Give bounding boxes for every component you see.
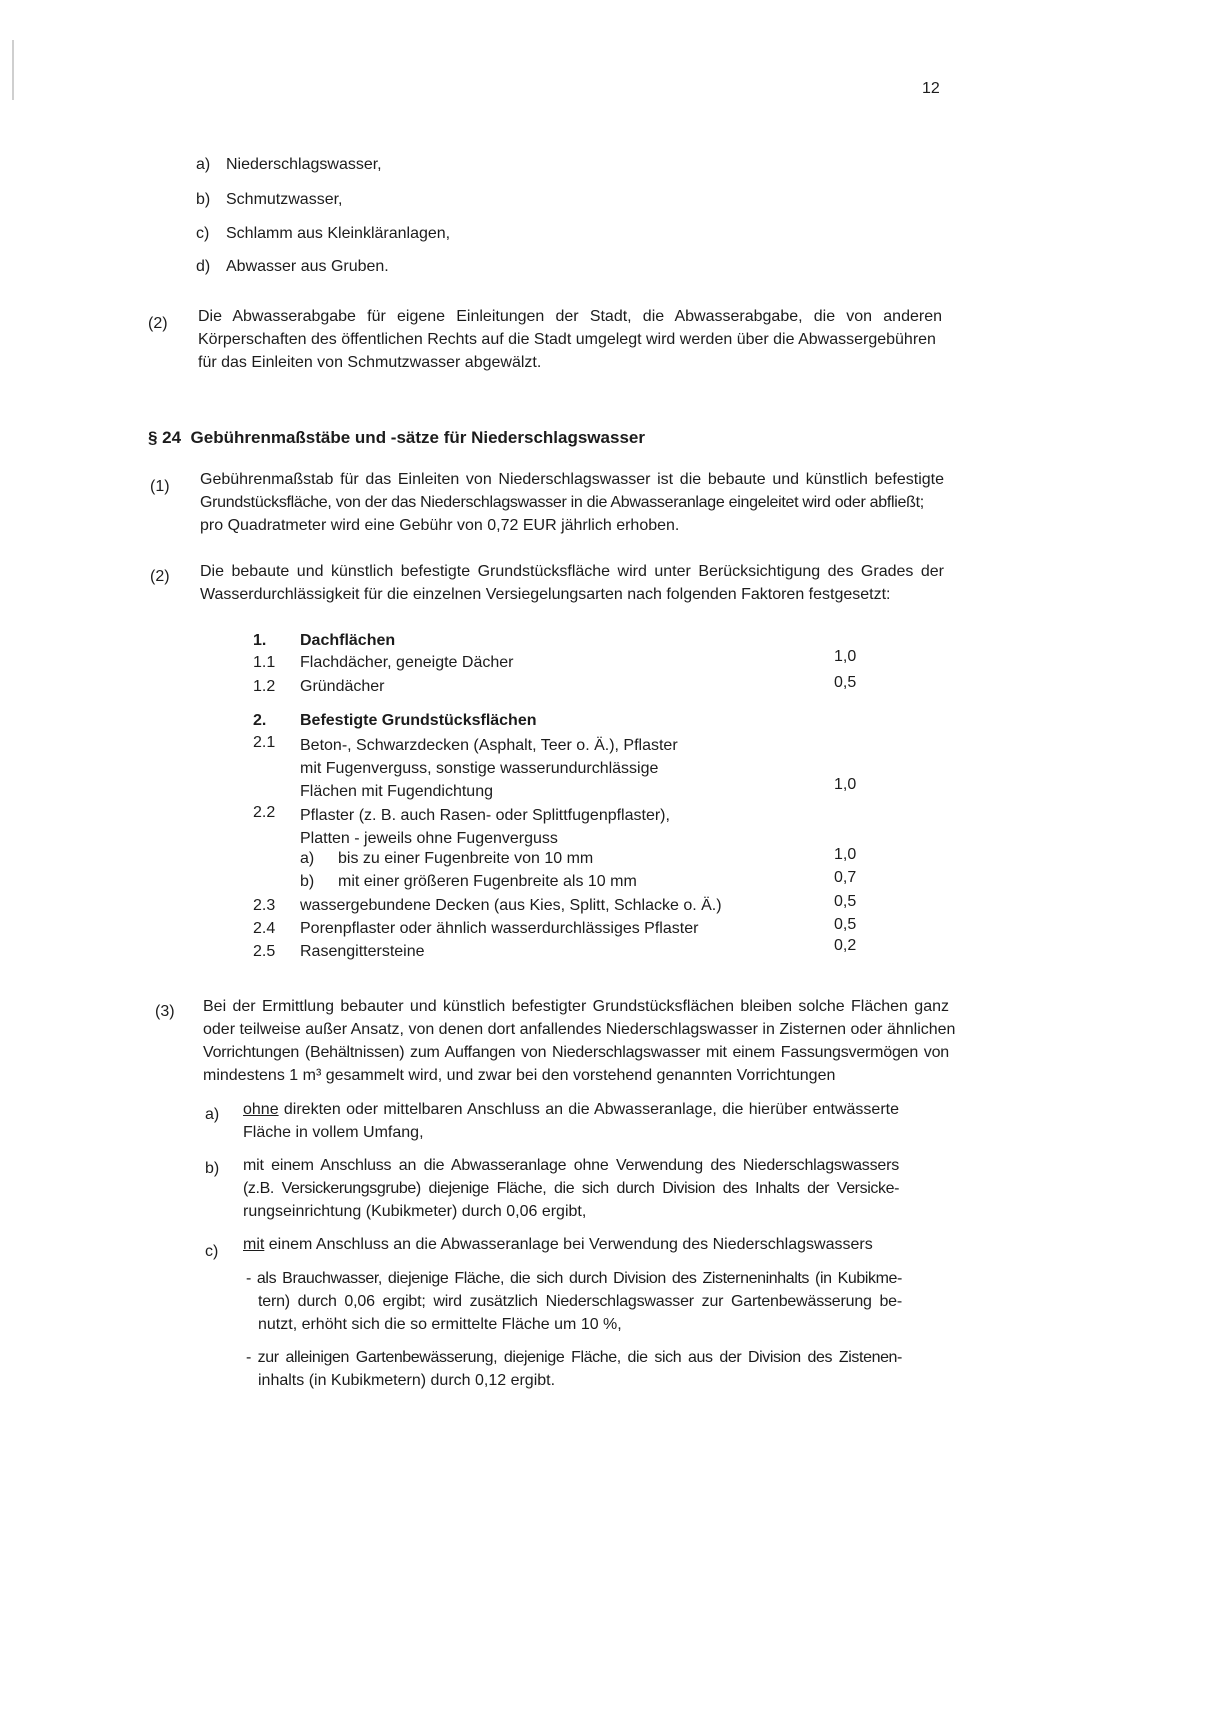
- paragraph-text: Gebührenmaßstab für das Einleiten von Niederschlagswasser ist die bebaute und künstlich befestigte Grundstücksfläche, von der das Niederschlagswasser in die Abwasseranlage eingeleitet wird oder abfließt; pro Quadratmeter wird eine Gebühr von 0,72 EUR jährlich erhoben.: [200, 471, 944, 534]
- table-category: 2. Befestigte Grundstücksflächen: [253, 712, 537, 729]
- table-row: 2.4 Porenpflaster oder ähnlich wasserdurchlässiges Pflaster 0,5: [253, 916, 857, 937]
- paragraph-text: Die Abwasserabgabe für eigene Einleitungen der Stadt, die Abwasserabgabe, die von anderen Körperschaften des öffentlichen Rechts auf die Stadt umgelegt wird werden über die Abwassergebühren für das Einleiten von Schmutzwasser abgewälzt.: [198, 308, 942, 371]
- table-row: 2.1 Beton-, Schwarzdecken (Asphalt, Teer o. Ä.), Pflaster mit Fugenverguss, sonstige wasserundurchlässige Flächen mit Fugendichtung 1,0: [253, 734, 857, 800]
- table-row: 1.2 Gründächer 0,5: [253, 674, 857, 695]
- paragraph-number: (3): [155, 1003, 175, 1020]
- list-item: a) Niederschlagswasser,: [196, 156, 382, 173]
- table-row: 2.2 Pflaster (z. B. auch Rasen- oder Splittfugenpflaster), Platten - jeweils ohne Fugenverguss: [253, 804, 670, 847]
- dash-item: - zur alleinigen Gartenbewässerung, diejenige Fläche, die sich aus der Division des Zistenen- inhalts (in Kubikmetern) durch 0,12 ergibt.: [246, 1349, 902, 1389]
- list-item: d) Abwasser aus Gruben.: [196, 258, 389, 275]
- paragraph-number: (1): [150, 478, 170, 495]
- table-category: 1. Dachflächen: [253, 632, 396, 649]
- list-item: b) Schmutzwasser,: [196, 191, 343, 208]
- paragraph-text: Bei der Ermittlung bebauter und künstlich befestigter Grundstücksflächen bleiben solche Flächen ganz oder teilweise außer Ansatz, von denen dort anfallendes Niederschlagswasser in Zisternen oder ähnlichen Vorrichtungen (Behältnissen) zum Auffangen von Niederschlagswasser mit einem Fassungsvermögen von mindestens 1 m³ gesammelt wird, und zwar bei den vorstehend genannten Vorrichtungen: [203, 998, 956, 1084]
- paragraph-number: (2): [148, 315, 168, 332]
- section-heading: § 24 Gebührenmaßstäbe und -sätze für Niederschlagswasser: [148, 428, 645, 447]
- paragraph-text: Die bebaute und künstlich befestigte Grundstücksfläche wird unter Berücksichtigung des Grades der Wasserdurchlässigkeit für die einzelnen Versiegelungsarten nach folgenden Faktoren festgesetzt:: [200, 563, 944, 603]
- document-page: 12 a) Niederschlagswasser, b) Schmutzwasser, c) Schlamm aus Kleinkläranlagen, d) Abwasser aus Gruben. (2) Die Abwasserabgabe für eigene Einleitungen der Stadt, die Abwasserabgabe, die von anderen Körperschaften des öffentlichen Rechts auf die Stadt umgelegt wird werden über die Abwassergebühren für das Einleiten von Schmutzwasser abgewälzt. § 24 Gebührenmaßstäbe und -sätze für Niederschlagswasser (1) Gebührenmaßstab für das Einleiten von Niederschlagswasser ist die bebaute und künstlich befestigte Grundstücksfläche, von der das Niederschlagswasser in die Abwasseranlage eingeleitet wird oder abfließt; pro Quadratmeter wird eine Gebühr von 0,72 EUR jährlich erhoben. (2) Die bebaute und künstlich befestigte Grundstücksfläche wird unter Berücksichtigung des Grades der Wasserdurchlässigkeit für die einzelnen Versiegelungsarten nach folgenden Faktoren festgesetzt: 1. Dachflächen 1.1 Flachdächer, geneigte Dächer 1,0 1.2 Gründächer 0,5 2. Befestigte Grundstücksflächen 2.1 Beton-, Schwarzdecken (Asphalt, Teer o. Ä.), Pflaster mit Fugenverguss, sonstige wasserundurchlässige Flächen mit Fugendichtung 1,0 2.2 Pflaster (z. B. auch Rasen- oder Splittfugenpflaster), Platten - jeweils ohne Fugenverguss a) bis zu einer Fugenbreite von 10 mm 1,0 b) mit einer größeren Fugenbreite als 10 mm 0,7 2.3 wassergebundene Decken (aus Kies, Splitt, Schlacke o. Ä.) 0,5 2.4 Porenpflaster oder ähnlich wasserdurchlässiges Pflaster 0,5 2.5 Rasengittersteine 0,2 (3) Bei der Ermittlung bebauter und künstlich befestigter Grundstücksflächen bleiben solche Flächen ganz oder teilweise außer Ansatz, von denen dort anfallendes Niederschlagswasser in Zisternen oder ähnlichen Vorrichtungen (Behältnissen) zum Auffangen von Niederschlagswasser mit einem Fassungsvermögen von mindestens 1 m³ gesammelt wird, und zwar bei den vorstehend genannten Vorrichtungen a) ohne direkten oder mittelbaren Anschluss an die Abwasseranlage, die hierüber entwässerte Fläche in vollem Umfang, b) mit einem Anschluss an die Abwasseranlage ohne Verwendung des Niederschlagswassers (z.B. Versickerungsgrube) diejenige Fläche, die sich durch Division des Inhalts der Versicke- rungseinrichtung (Kubikmeter) durch 0,06 ergibt, c) mit einem Anschluss an die Abwasseranlage bei Verwendung des Niederschlagswassers - als Brauchwasser, diejenige Fläche, die sich durch Division des Zisterneninhalts (in Kubikme- tern) durch 0,06 ergibt; wird zusätzlich Niederschlagswasser zur Gartenbewässerung be- nutzt, erhöht sich die so ermittelte Fläche um 10 %, - zur alleinigen Gartenbewässerung, diejenige Fläche, die sich aus der Division des Zistenen- inhalts (in Kubikmetern) durch 0,12 ergibt.: [0, 0, 1100, 1556]
- paragraph-number: (2): [150, 568, 170, 585]
- table-subrow: b) mit einer größeren Fugenbreite als 10 mm 0,7: [300, 869, 857, 890]
- scan-mark: [12, 40, 14, 100]
- table-subrow: a) bis zu einer Fugenbreite von 10 mm 1,0: [300, 846, 857, 867]
- page-number: 12: [922, 80, 940, 97]
- table-row: 2.5 Rasengittersteine 0,2: [253, 937, 857, 960]
- table-row: 1.1 Flachdächer, geneigte Dächer 1,0: [253, 648, 857, 671]
- table-row: 2.3 wassergebundene Decken (aus Kies, Splitt, Schlacke o. Ä.) 0,5: [253, 893, 857, 914]
- dash-item: - als Brauchwasser, diejenige Fläche, die sich durch Division des Zisterneninhalts (in Kubikme- tern) durch 0,06 ergibt; wird zusätzlich Niederschlagswasser zur Gartenbewässerung be- nutzt, erhöht sich die so ermittelte Fläche um 10 %,: [246, 1270, 902, 1333]
- list-item: c) Schlamm aus Kleinkläranlagen,: [196, 225, 451, 242]
